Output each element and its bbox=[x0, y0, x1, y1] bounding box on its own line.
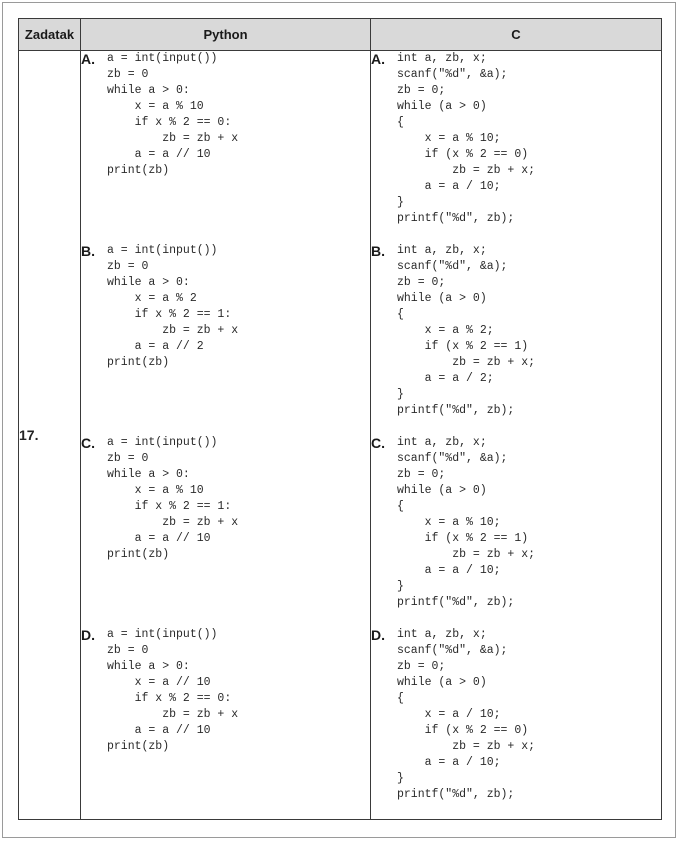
option-letter: D. bbox=[81, 627, 95, 643]
c-option-d bbox=[371, 627, 661, 819]
header-row bbox=[19, 19, 662, 51]
python-code: a = int(input()) zb = 0 while a > 0: x = a % 10 if x % 2 == 0: zb = zb + x a = a // 10 print(zb) bbox=[107, 52, 239, 177]
python-code: a = int(input()) zb = 0 while a > 0: x = a % 10 if x % 2 == 1: zb = zb + x a = a // 10 print(zb) bbox=[107, 436, 239, 561]
option-letter: B. bbox=[371, 243, 385, 259]
option-letter: D. bbox=[371, 627, 385, 643]
option-letter: A. bbox=[371, 51, 385, 67]
c-option-a bbox=[371, 51, 661, 243]
option-letter: C. bbox=[371, 435, 385, 451]
task-table bbox=[18, 18, 662, 820]
c-option-b bbox=[371, 243, 661, 435]
python-option-b bbox=[81, 243, 370, 435]
python-option-a bbox=[81, 51, 370, 243]
python-column bbox=[81, 51, 371, 820]
c-column bbox=[371, 51, 662, 820]
c-option-c bbox=[371, 435, 661, 627]
python-code: a = int(input()) zb = 0 while a > 0: x = a % 2 if x % 2 == 1: zb = zb + x a = a // 2 print(zb) bbox=[107, 244, 239, 369]
python-option-c bbox=[81, 435, 370, 627]
task-number: 17. bbox=[19, 51, 81, 820]
header-python: Python bbox=[81, 19, 371, 51]
task-row bbox=[19, 51, 662, 820]
c-code: int a, zb, x; scanf("%d", &a); zb = 0; while (a > 0) { x = a % 10; if (x % 2 == 0) zb = zb + x; a = a / 10; } printf("%d", zb); bbox=[397, 52, 536, 225]
c-code: int a, zb, x; scanf("%d", &a); zb = 0; while (a > 0) { x = a % 10; if (x % 2 == 1) zb = zb + x; a = a / 10; } printf("%d", zb); bbox=[397, 436, 536, 609]
c-code: int a, zb, x; scanf("%d", &a); zb = 0; while (a > 0) { x = a / 10; if (x % 2 == 0) zb = zb + x; a = a / 10; } printf("%d", zb); bbox=[397, 628, 536, 801]
header-task: Zadatak bbox=[19, 19, 81, 51]
python-code: a = int(input()) zb = 0 while a > 0: x = a // 10 if x % 2 == 0: zb = zb + x a = a // 10 print(zb) bbox=[107, 628, 239, 753]
header-c: C bbox=[371, 19, 662, 51]
option-letter: A. bbox=[81, 51, 95, 67]
c-code: int a, zb, x; scanf("%d", &a); zb = 0; while (a > 0) { x = a % 2; if (x % 2 == 1) zb = zb + x; a = a / 2; } printf("%d", zb); bbox=[397, 244, 536, 417]
python-option-d bbox=[81, 627, 370, 819]
option-letter: C. bbox=[81, 435, 95, 451]
option-letter: B. bbox=[81, 243, 95, 259]
